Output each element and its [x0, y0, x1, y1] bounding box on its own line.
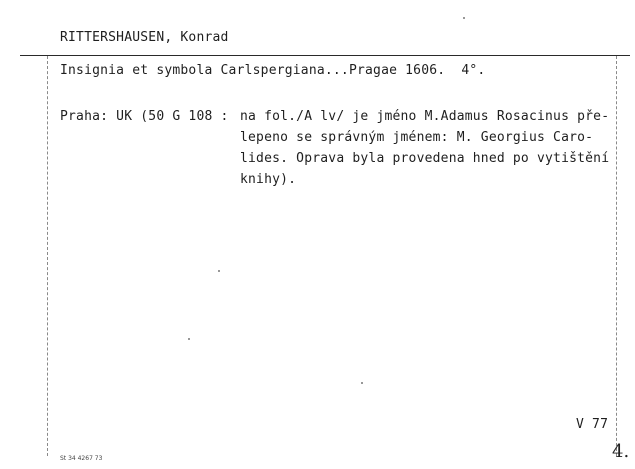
- print-code: St 34 4267 73: [60, 455, 103, 462]
- shelfmark: V 77: [576, 417, 609, 432]
- paper-speck: [463, 17, 465, 19]
- author-heading: RITTERSHAUSEN, Konrad: [60, 30, 229, 45]
- paper-speck: [188, 338, 190, 340]
- left-margin-line: [47, 56, 48, 456]
- note-line-3: lides. Oprava byla provedena hned po vytištění: [240, 151, 610, 166]
- header-divider: [20, 55, 630, 56]
- note-line-2: lepeno se správným jménem: M. Georgius Caro-: [240, 130, 594, 145]
- right-margin-line: [616, 56, 617, 456]
- paper-speck: [218, 270, 220, 272]
- page-mark: 4.: [612, 441, 630, 462]
- note-line-4: knihy).: [240, 172, 297, 187]
- note-line-1: na fol./A lv/ je jméno M.Adamus Rosacinus pře-: [240, 109, 610, 124]
- paper-speck: [361, 382, 363, 384]
- title-line: Insignia et symbola Carlspergiana...Pragae 1606. 4°.: [60, 63, 486, 78]
- holding-location: Praha: UK (50 G 108 :: [60, 109, 229, 124]
